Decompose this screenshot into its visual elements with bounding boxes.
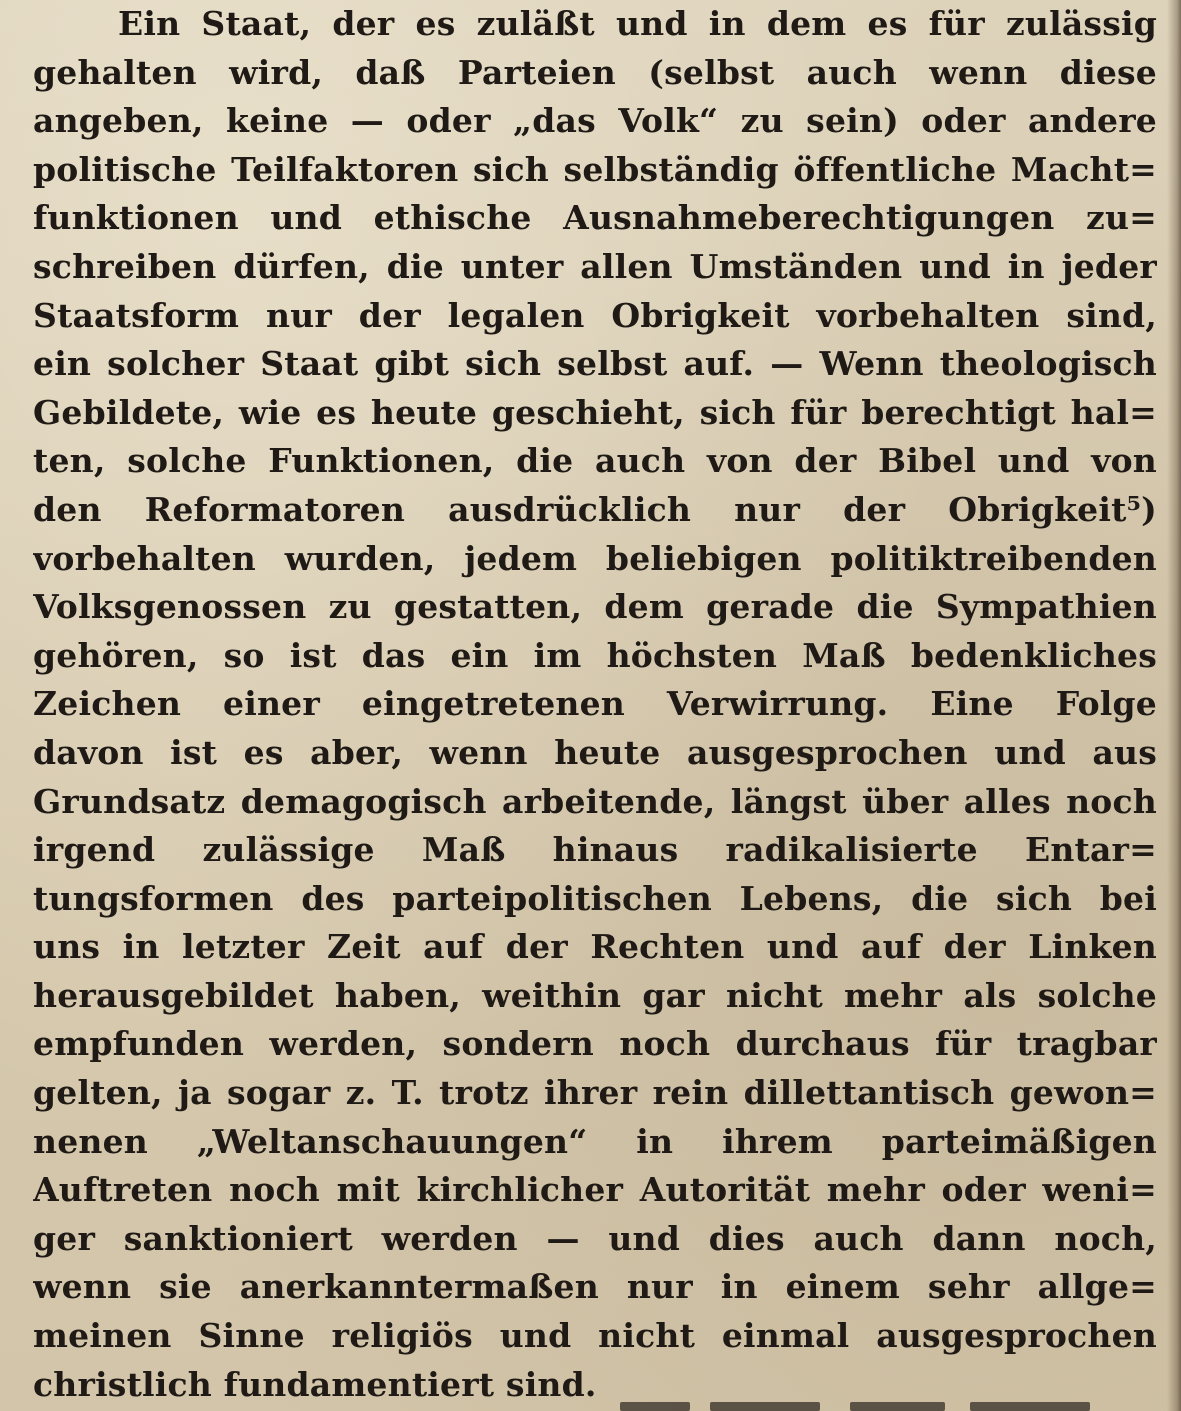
text-line: herausgebildet haben, weithin gar nicht mehr als solche [33,975,1157,1015]
body-text [33,0,1157,1409]
text-line: gehalten wird, daß Parteien (selbst auch wenn diese [33,52,1157,92]
text-line: vorbehalten wurden, jedem beliebigen politiktreibenden [33,538,1157,578]
text-line: Auftreten noch mit kirchlicher Autorität mehr oder weni= [33,1170,1157,1210]
text-line: schreiben dürfen, die unter allen Umständen und in jeder [33,246,1157,286]
text-line: Gebildete, wie es heute geschieht, sich für berechtigt hal= [33,392,1157,432]
text-line: empfunden werden, sondern noch durchaus für tragbar [33,1024,1157,1064]
text-line: funktionen und ethische Ausnahmeberechtigungen zu= [33,198,1157,238]
text-line: gehören, so ist das ein im höchsten Maß bedenkliches [33,635,1157,675]
ink-fragment [710,1402,820,1411]
page-edge-shadow [1167,0,1181,1411]
text-line: ger sanktioniert werden — und dies auch dann noch, [33,1218,1157,1258]
text-line: angeben, keine — oder „das Volk“ zu sein) oder andere [33,101,1157,141]
text-line: ten, solche Funktionen, die auch von der Bibel und von [33,441,1157,481]
text-line: Grundsatz demagogisch arbeitende, längst über alles noch [33,781,1157,821]
text-line: meinen Sinne religiös und nicht einmal ausgesprochen [33,1316,1157,1356]
ink-fragment [970,1402,1090,1411]
text-line: uns in letzter Zeit auf der Rechten und auf der Linken [33,927,1157,967]
text-line: irgend zulässige Maß hinaus radikalisierte Entar= [33,830,1157,870]
ink-fragment [850,1402,945,1411]
text-line: ein solcher Staat gibt sich selbst auf. — Wenn theologisch [33,344,1157,384]
text-line: davon ist es aber, wenn heute ausgesprochen und aus [33,732,1157,772]
text-line: gelten, ja sogar z. T. trotz ihrer rein dillettantisch gewon= [33,1073,1157,1113]
text-line: Staatsform nur der legalen Obrigkeit vorbehalten sind, [33,295,1157,335]
text-line: christlich fundamentiert sind. [33,1364,597,1404]
text-line: Ein Staat, der es zuläßt und in dem es für zulässig [118,4,1157,43]
text-line: politische Teilfaktoren sich selbständig öffentliche Macht= [33,149,1157,189]
text-line: Volksgenossen zu gestatten, dem gerade die Sympathien [33,587,1157,627]
text-line: wenn sie anerkanntermaßen nur in einem sehr allge= [33,1267,1157,1307]
text-line: tungsformen des parteipolitischen Lebens, die sich bei [33,878,1157,918]
ink-fragment [620,1402,690,1411]
text-line: nenen „Weltanschauungen“ in ihrem parteimäßigen [33,1121,1157,1161]
cut-off-next-line [560,1396,1120,1411]
text-line: Zeichen einer eingetretenen Verwirrung. Eine Folge [33,684,1157,724]
text-line: den Reformatoren ausdrücklich nur der Obrigkeit⁵) [33,489,1157,529]
